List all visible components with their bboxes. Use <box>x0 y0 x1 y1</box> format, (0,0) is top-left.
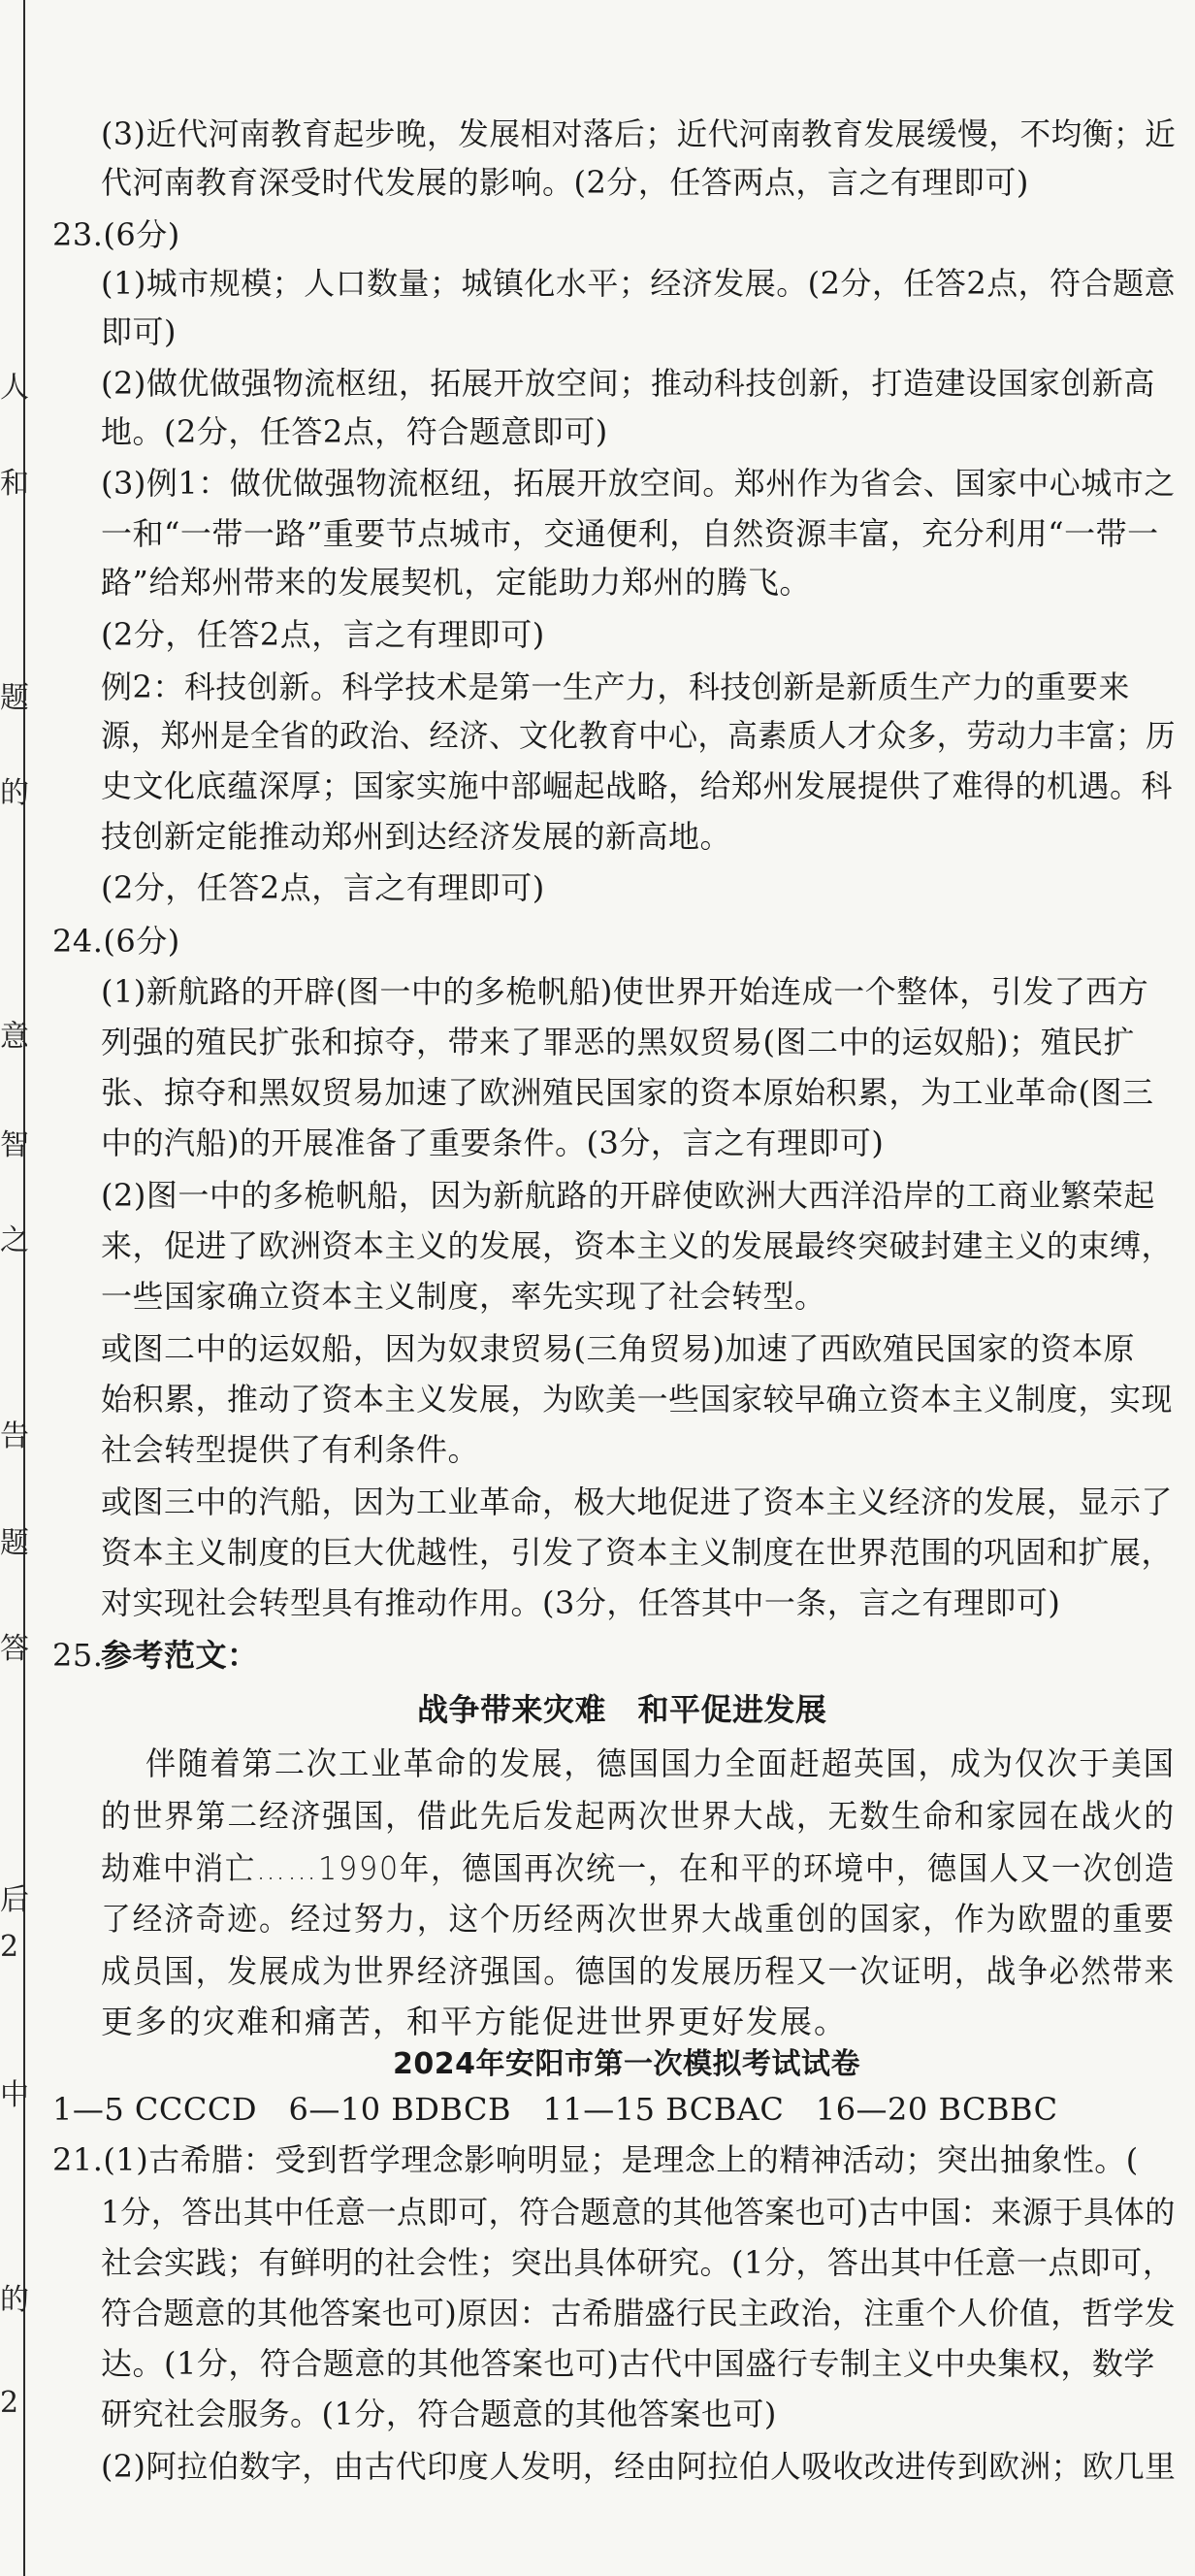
answer-line: (2分，任答2点，言之有理即可) <box>101 869 545 906</box>
answer-line: (2)做优做强物流枢纽，拓展开放空间；推动科技创新，打造建设国家创新高 <box>101 365 1155 402</box>
answer-line: 地。(2分，任答2点，符合题意即可) <box>101 413 608 450</box>
margin-fragment: 的 <box>0 776 29 810</box>
answer-line: 达。(1分，符合题意的其他答案也可)古代中国盛行专制主义中央集权，数学 <box>101 2345 1155 2382</box>
margin-fragment: 智 <box>0 1128 29 1162</box>
essay-line: 劫难中消亡……1990年，德国再次统一，在和平的环境中，德国人又一次创造 <box>101 1849 1176 1887</box>
margin-fragment: 人 <box>0 371 29 405</box>
margin-fragment: 告 <box>0 1419 29 1453</box>
answer-line: 中的汽船)的开展准备了重要条件。(3分，言之有理即可) <box>101 1125 885 1161</box>
answer-line: (2)图一中的多桅帆船，因为新航路的开辟使欧洲大西洋沿岸的工商业繁荣起 <box>101 1177 1155 1214</box>
answer-line: 一些国家确立资本主义制度，率先实现了社会转型。 <box>101 1278 826 1315</box>
essay-line: 成员国，发展成为世界经济强国。德国的发展历程又一次证明，战争必然带来 <box>101 1952 1177 1990</box>
margin-fragment: 后 <box>0 1883 29 1917</box>
question-number: 23.(6分) <box>52 216 180 253</box>
answer-line: 史文化底蕴深厚；国家实施中部崛起战略，给郑州发展提供了难得的机遇。科 <box>101 767 1174 804</box>
answer-line: (3)近代河南教育起步晚，发展相对落后；近代河南教育发展缓慢，不均衡；近 <box>101 115 1177 152</box>
margin-fragment: 和 <box>0 467 29 501</box>
margin-fragment: 答 <box>0 1632 29 1666</box>
answer-line: 1分，答出其中任意一点即可，符合题意的其他答案也可)古中国：来源于具体的 <box>101 2194 1176 2231</box>
margin-fragment: 之 <box>0 1223 29 1257</box>
essay-line: 了经济奇迹。经过努力，这个历经两次世界大战重创的国家，作为欧盟的重要 <box>101 1900 1177 1938</box>
margin-fragment: 2 <box>0 2386 19 2420</box>
margin-fragment: 2 <box>0 1930 19 1964</box>
answer-line: 或图二中的运奴船，因为奴隶贸易(三角贸易)加速了西欧殖民国家的资本原 <box>101 1330 1135 1367</box>
answer-line: 即可) <box>101 313 177 350</box>
essay-label: 参考范文： <box>101 1637 259 1674</box>
answer-line: 技创新定能推动郑州到达经济发展的新高地。 <box>101 818 732 855</box>
answer-line: 始积累，推动了资本主义发展，为欧美一些国家较早确立资本主义制度，实现 <box>101 1381 1174 1418</box>
answer-line: 张、掠夺和黑奴贸易加速了欧洲殖民国家的资本原始积累，为工业革命(图三 <box>101 1074 1154 1111</box>
essay-line: 更多的灾难和痛苦，和平方能促进世界更好发展。 <box>101 2003 848 2040</box>
answer-line: 21.(1)古希腊：受到哲学理念影响明显；是理念上的精神活动；突出抽象性。( <box>52 2141 1139 2178</box>
essay-title: 战争带来灾难 和平促进发展 <box>417 1691 827 1728</box>
margin-fragment: 意 <box>0 1020 29 1054</box>
answer-line: 路”给郑州带来的发展契机，定能助力郑州的腾飞。 <box>101 564 811 601</box>
answer-line: 例2：科技创新。科学技术是第一生产力，科技创新是新质生产力的重要来 <box>101 668 1130 705</box>
answer-line: 或图三中的汽船，因为工业革命，极大地促进了资本主义经济的发展，显示了 <box>101 1484 1174 1520</box>
question-number: 24.(6分) <box>52 923 180 960</box>
answer-line: (3)例1：做优做强物流枢纽，拓展开放空间。郑州作为省会、国家中心城市之 <box>101 465 1176 502</box>
answer-line: (2分，任答2点，言之有理即可) <box>101 616 545 653</box>
answer-line: (1)新航路的开辟(图一中的多桅帆船)使世界开始连成一个整体，引发了西方 <box>101 973 1149 1010</box>
margin-fragment: 题 <box>0 681 29 715</box>
answer-line: 研究社会服务。(1分，符合题意的其他答案也可) <box>101 2396 777 2432</box>
answer-line: 对实现社会转型具有推动作用。(3分，任答其中一条，言之有理即可) <box>101 1584 1061 1621</box>
exam-title: 2024年安阳市第一次模拟考试试卷 <box>393 2047 860 2081</box>
essay-line: 伴随着第二次工业革命的发展，德国国力全面赶超英国，成为仅次于美国 <box>145 1745 1176 1782</box>
answer-line: (1)城市规模；人口数量；城镇化水平；经济发展。(2分，任答2点，符合题意 <box>101 265 1177 302</box>
answer-line: 社会转型提供了有利条件。 <box>101 1431 480 1468</box>
margin-fragment: 的 <box>0 2283 29 2317</box>
answer-line: 源，郑州是全省的政治、经济、文化教育中心，高素质人才众多，劳动力丰富；历 <box>101 717 1177 754</box>
answer-line: 列强的殖民扩张和掠夺，带来了罪恶的黑奴贸易(图二中的运奴船)；殖民扩 <box>101 1024 1135 1060</box>
multiple-choice-answers: 1—5 CCCCD 6—10 BDBCB 11—15 BCBAC 16—20 BCBBC <box>52 2091 1058 2128</box>
question-number: 25. <box>52 1637 104 1674</box>
answer-line: 来，促进了欧洲资本主义的发展，资本主义的发展最终突破封建主义的束缚， <box>101 1227 1174 1264</box>
answer-line: 社会实践；有鲜明的社会性；突出具体研究。(1分，答出其中任意一点即可， <box>101 2244 1175 2281</box>
answer-line: 代河南教育深受时代发展的影响。(2分，任答两点，言之有理即可) <box>101 164 1029 201</box>
essay-line: 的世界第二经济强国，借此先后发起两次世界大战，无数生命和家园在战火的 <box>101 1797 1177 1835</box>
answer-line: 一和“一带一路”重要节点城市，交通便利，自然资源丰富，充分利用“一带一 <box>101 515 1159 552</box>
answer-line: (2)阿拉伯数字，由古代印度人发明，经由阿拉伯人吸收改进传到欧洲；欧几里 <box>101 2448 1177 2485</box>
answer-line: 符合题意的其他答案也可)原因：古希腊盛行民主政治，注重个人价值，哲学发 <box>101 2295 1177 2331</box>
answer-line: 资本主义制度的巨大优越性，引发了资本主义制度在世界范围的巩固和扩展， <box>101 1534 1174 1571</box>
margin-fragment: 题 <box>0 1526 29 1560</box>
margin-fragment: 中 <box>0 2078 29 2112</box>
